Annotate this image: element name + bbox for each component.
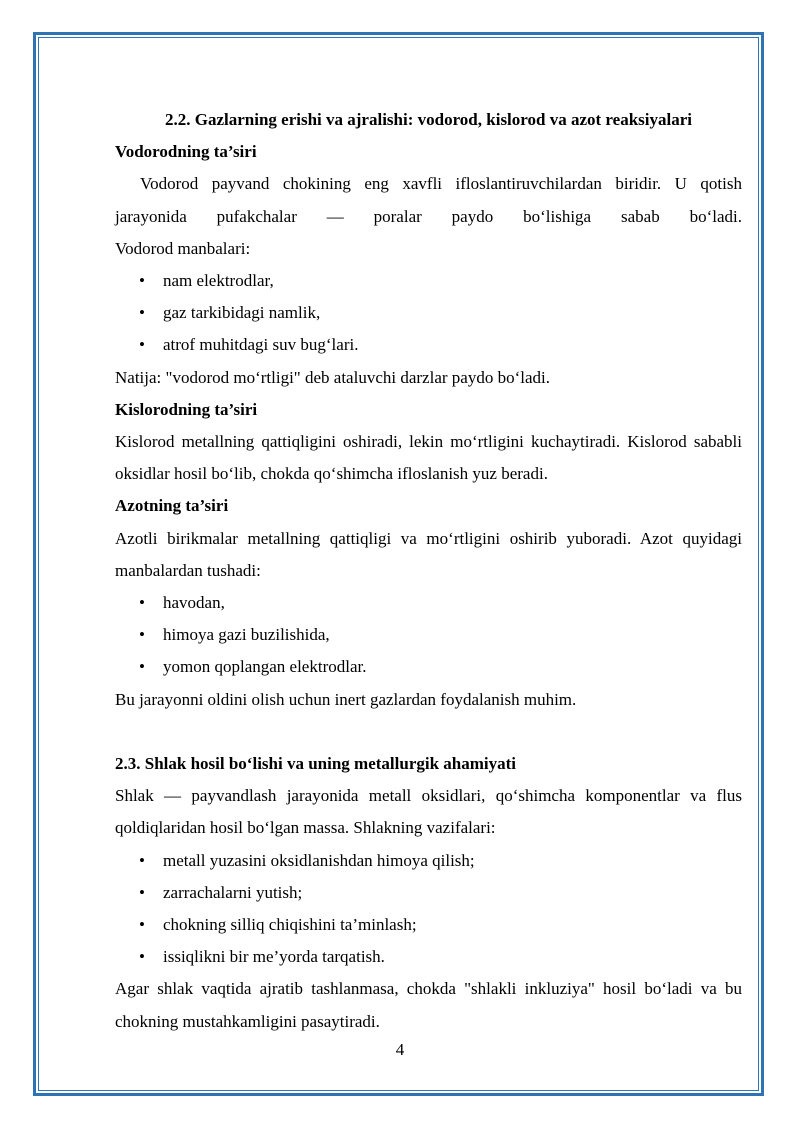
list-item	[115, 877, 742, 909]
list-item	[115, 941, 742, 973]
list-item	[115, 845, 742, 877]
bullet-icon: •	[139, 271, 145, 291]
bullet-icon: •	[139, 947, 145, 967]
nitrogen-conclusion: Bu jarayonni oldini olish uchun inert gazlardan foydalanish muhim.	[115, 689, 577, 709]
list-item	[115, 619, 742, 651]
list-item	[115, 329, 742, 361]
list-item	[115, 297, 742, 329]
bullet-icon: •	[139, 915, 145, 935]
list-item-text: chokning silliq chiqishini ta’minlash;	[163, 915, 417, 935]
hydrogen-para-line-1: Vodorod payvand chokining eng xavfli ifloslantiruvchilardan biridir. U qotish	[140, 174, 742, 194]
section-2-2-heading: 2.2. Gazlarning erishi va ajralishi: vodorod, kislorod va azot reaksiyalari	[164, 110, 693, 129]
hydrogen-result: Natija: "vodorod mo‘rtligi" deb ataluvchi darzlar paydo bo‘ladi.	[115, 367, 550, 387]
list-item-text: yomon qoplangan elektrodlar.	[163, 657, 367, 677]
list-item	[115, 265, 742, 297]
bullet-icon: •	[139, 593, 145, 613]
nitrogen-paragraph: Azotli birikmalar metallning qattiqligi va mo‘rtligini oshirib yuboradi. Azot quyidagi manbalardan tushadi:	[115, 528, 742, 580]
list-item-text: metall yuzasini oksidlanishdan himoya qilish;	[163, 850, 475, 870]
bullet-icon: •	[139, 625, 145, 645]
hydrogen-para-line-2: jarayonida pufakchalar — poralar paydo bo‘lishiga sabab bo‘ladi.	[115, 206, 742, 226]
slag-paragraph: Shlak — payvandlash jarayonida metall oksidlari, qo‘shimcha komponentlar va flus qoldiqlaridan hosil bo‘lgan massa. Shlakning vazifalari:	[115, 786, 742, 838]
bullet-icon: •	[139, 335, 145, 355]
slag-conclusion: Agar shlak vaqtida ajratib tashlanmasa, chokda "shlakli inkluziya" hosil bo‘ladi va bu chokning mustahkamligini pasaytiradi.	[115, 979, 742, 1031]
nitrogen-subheading: Azotning ta’siri	[115, 496, 229, 516]
list-item-text: atrof muhitdagi suv bug‘lari.	[163, 335, 359, 355]
list-item	[115, 651, 742, 683]
list-item-text: himoya gazi buzilishida,	[163, 625, 330, 645]
list-item-text: gaz tarkibidagi namlik,	[163, 303, 321, 323]
page-number: 4	[395, 1040, 405, 1059]
hydrogen-sources-list	[115, 265, 742, 362]
list-item	[115, 909, 742, 941]
section-2-3-heading: 2.3. Shlak hosil bo‘lishi va uning metallurgik ahamiyati	[115, 754, 517, 774]
list-item-text: nam elektrodlar,	[163, 271, 274, 291]
hydrogen-para-line-3: Vodorod manbalari:	[115, 238, 251, 258]
bullet-icon: •	[139, 657, 145, 677]
bullet-icon: •	[139, 850, 145, 870]
hydrogen-paragraph	[115, 168, 742, 265]
oxygen-subheading: Kislorodning ta’siri	[115, 399, 258, 419]
slag-functions-list	[115, 845, 742, 974]
page-content	[115, 104, 742, 1038]
nitrogen-sources-list	[115, 587, 742, 684]
section-spacer	[115, 716, 742, 748]
list-item-text: issiqlikni bir me’yorda tarqatish.	[163, 947, 385, 967]
bullet-icon: •	[139, 303, 145, 323]
list-item	[115, 587, 742, 619]
list-item-text: havodan,	[163, 593, 225, 613]
list-item-text: zarrachalarni yutish;	[163, 882, 303, 902]
hydrogen-subheading: Vodorodning ta’siri	[115, 142, 257, 162]
bullet-icon: •	[139, 882, 145, 902]
oxygen-paragraph: Kislorod metallning qattiqligini oshiradi, lekin mo‘rtligini kuchaytiradi. Kislorod sababli oksidlar hosil bo‘lib, chokda qo‘shimcha ifloslanish yuz beradi.	[115, 432, 742, 484]
